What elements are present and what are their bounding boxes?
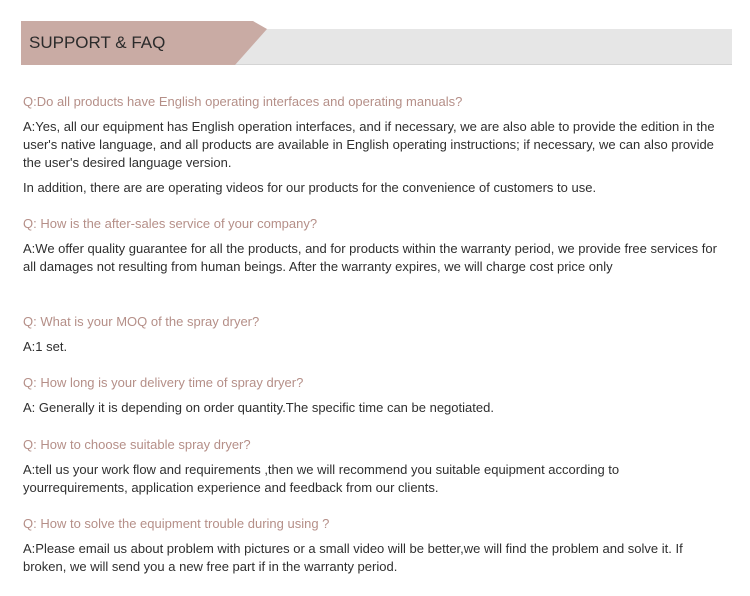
- faq-answer: A: Generally it is depending on order quantity.The specific time can be negotiated.: [23, 400, 494, 415]
- faq-answer: A:1 set.: [23, 339, 68, 354]
- faq-answer: A:We offer quality guarantee for all the products, and for products within the warranty period, we provide free services for all damages not resulting from human beings. After the warranty expires, we will charge cost price only: [23, 241, 717, 274]
- faq-question: Q: How long is your delivery time of spray dryer?: [23, 375, 304, 390]
- section-title: SUPPORT & FAQ: [29, 33, 166, 52]
- faq-question: Q: How to choose suitable spray dryer?: [23, 437, 251, 452]
- faq-question: Q: What is your MOQ of the spray dryer?: [23, 314, 260, 329]
- faq-answer: A:tell us your work flow and requirements ,then we will recommend you suitable equipment according to yourrequirements, application experience and feedback from our clients.: [23, 462, 620, 495]
- faq-item: [23, 93, 723, 197]
- faq-item: [23, 374, 723, 417]
- faq-question: Q:Do all products have English operating interfaces and operating manuals?: [23, 94, 463, 109]
- faq-answer-extra: In addition, there are are operating videos for our products for the convenience of customers to use.: [23, 180, 597, 195]
- faq-answer: A:Yes, all our equipment has English operation interfaces, and if necessary, we are also able to provide the edition in the user's native language, and all products are available in English operating instructions; if necessary, we can also provide the user's desired language version.: [23, 119, 715, 170]
- faq-item: [23, 515, 723, 576]
- faq-item: [23, 436, 723, 497]
- faq-answer: A:Please email us about problem with pictures or a small video will be better,we will find the problem and solve it. If broken, we will send you a new free part if in the warranty period.: [23, 541, 683, 574]
- faq-item: [23, 215, 723, 276]
- faq-question: Q: How is the after-sales service of your company?: [23, 216, 318, 231]
- faq-item: [23, 313, 723, 356]
- section-header: [21, 21, 732, 65]
- faq-question: Q: How to solve the equipment trouble during using ?: [23, 516, 330, 531]
